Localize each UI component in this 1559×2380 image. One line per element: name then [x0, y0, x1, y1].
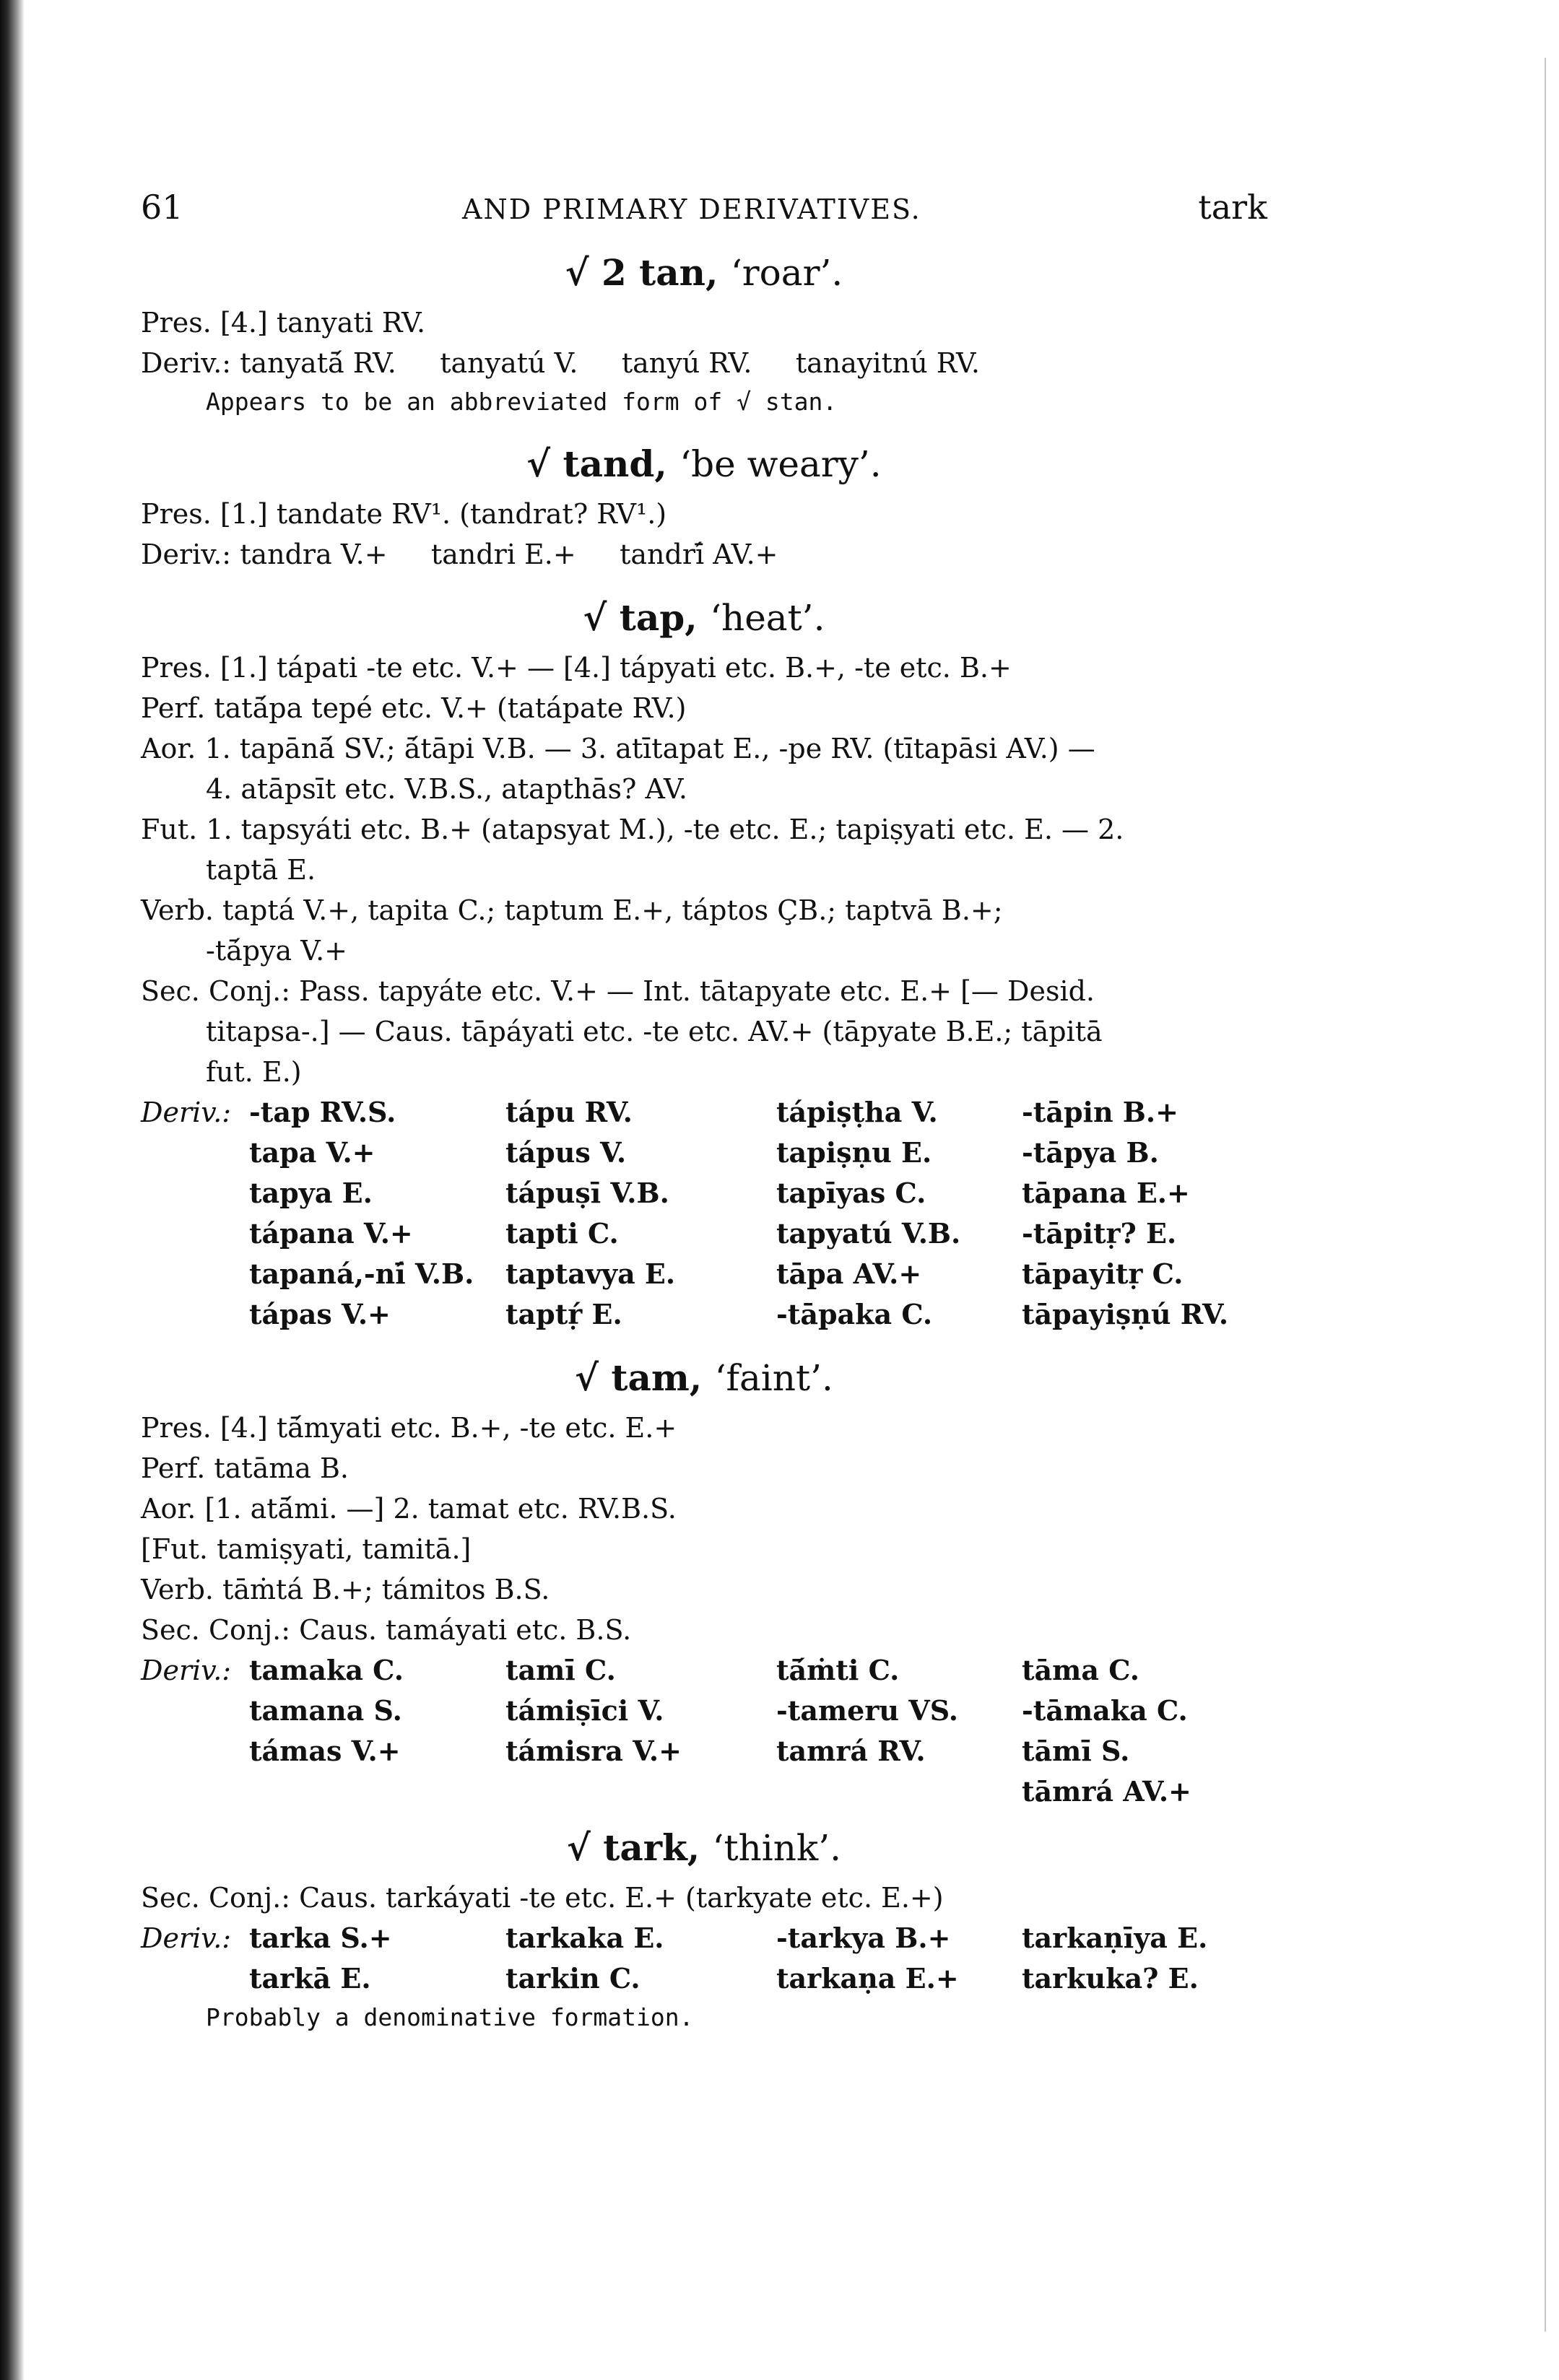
- root-word: √ 2 tan,: [565, 251, 718, 294]
- entry-line: Aor. 1. tapānā́ SV.; ā́tāpi V.B. — 3. atītapat E., -pe RV. (tītapāsi AV.) —: [141, 733, 1095, 764]
- entry-line: Deriv.: tandra V.+ tandri E.+ tandrī́ AV.+: [141, 539, 778, 570]
- entry-line: [Fut. tamiṣyati, tamitā.]: [141, 1533, 472, 1565]
- entry-line: Perf. tatā́pa tepé etc. V.+ (tatápate RV.): [141, 692, 687, 724]
- deriv-cell: tarka S.+: [249, 1922, 392, 1954]
- deriv-cell: tāpayitṛ C.: [1022, 1257, 1184, 1290]
- root-gloss: ‘roar’.: [730, 252, 843, 294]
- deriv-cell: tarkaka E.: [505, 1922, 664, 1954]
- deriv-cell: tarkin C.: [505, 1962, 640, 1995]
- entry-line: Verb. tāṁtá B.+; támitos B.S.: [141, 1574, 550, 1605]
- page: [141, 173, 1267, 2036]
- deriv-cell: taptṛ́ E.: [505, 1298, 622, 1330]
- deriv-cell: tāpayiṣṇú RV.: [1022, 1298, 1229, 1330]
- deriv-cell: -tāmaka C.: [1022, 1694, 1188, 1727]
- deriv-cell: tamī C.: [505, 1654, 616, 1686]
- entry-tand: [141, 443, 1267, 575]
- deriv-table: [141, 1650, 1267, 1812]
- entry-note: Appears to be an abbreviated form of √ stan.: [206, 388, 838, 416]
- entry-line: Pres. [4.] tā́myati etc. B.+, -te etc. E.+: [141, 1412, 677, 1444]
- root-gloss: ‘think’.: [712, 1827, 842, 1869]
- root-heading: [141, 443, 1267, 485]
- entry-line: Aor. [1. atā́mi. —] 2. tamat etc. RV.B.S.: [141, 1493, 677, 1525]
- deriv-cell: támisra V.+: [505, 1735, 682, 1767]
- entry-tap: [141, 596, 1267, 1335]
- entry-line: 4. atāpsīt etc. V.B.S., atapthās? AV.: [206, 773, 687, 805]
- running-header: [141, 173, 1267, 238]
- deriv-cell: támiṣīci V.: [505, 1694, 664, 1727]
- deriv-label: Deriv.:: [141, 1097, 232, 1128]
- deriv-cell: tarkaṇīya E.: [1022, 1922, 1208, 1954]
- entry-line: Sec. Conj.: Caus. tamáyati etc. B.S.: [141, 1614, 632, 1646]
- deriv-cell: tāpa AV.+: [776, 1257, 922, 1290]
- running-title: AND PRIMARY DERIVATIVES.: [462, 193, 921, 225]
- deriv-cell: -tāpaka C.: [776, 1298, 933, 1330]
- deriv-cell: tapti C.: [505, 1217, 619, 1250]
- deriv-cell: -tap RV.S.: [249, 1096, 396, 1128]
- deriv-cell: tápiṣṭha V.: [776, 1096, 938, 1128]
- entry-line: Sec. Conj.: Pass. tapyáte etc. V.+ — Int. tātapyate etc. E.+ [— Desid.: [141, 975, 1095, 1007]
- root-word: √ tark,: [566, 1826, 700, 1869]
- deriv-table: [141, 1918, 1267, 1999]
- deriv-cell: tápana V.+: [249, 1217, 413, 1250]
- entry-tam: [141, 1356, 1267, 1812]
- entry-line: Sec. Conj.: Caus. tarkáyati -te etc. E.+ (tarkyate etc. E.+): [141, 1882, 944, 1914]
- deriv-cell: -tāpitṛ? E.: [1022, 1217, 1177, 1250]
- entry-line: fut. E.): [206, 1056, 302, 1088]
- deriv-cell: -tāpin B.+: [1022, 1096, 1178, 1128]
- deriv-cell: tamaka C.: [249, 1654, 404, 1686]
- catchword: tark: [1198, 188, 1267, 227]
- root-word: √ tam,: [575, 1356, 703, 1399]
- deriv-cell: tapiṣṇu E.: [776, 1136, 932, 1169]
- deriv-cell: -tameru VS.: [776, 1694, 959, 1727]
- root-heading: [141, 1356, 1267, 1399]
- page-number: 61: [141, 188, 183, 227]
- scan-shadow: [0, 0, 25, 2380]
- entry-line: Fut. 1. tapsyáti etc. B.+ (atapsyat M.), -te etc. E.; tapiṣyati etc. E. — 2.: [141, 814, 1124, 845]
- deriv-cell: tarkaṇa E.+: [776, 1962, 959, 1995]
- entry-tark: [141, 1826, 1267, 2036]
- deriv-cell: tápas V.+: [249, 1298, 391, 1330]
- deriv-cell: -tarkya B.+: [776, 1922, 951, 1954]
- deriv-cell: tapa V.+: [249, 1136, 375, 1169]
- deriv-cell: tápus V.: [505, 1136, 627, 1169]
- deriv-cell: tāmrá AV.+: [1022, 1775, 1191, 1808]
- root-gloss: ‘heat’.: [710, 597, 825, 639]
- deriv-cell: tāmī S.: [1022, 1735, 1130, 1767]
- deriv-cell: tapaná,-nī́ V.B.: [249, 1257, 474, 1290]
- deriv-table: [141, 1092, 1267, 1335]
- entry-line: -tā́pya V.+: [206, 935, 348, 967]
- deriv-cell: tā́ṁti C.: [776, 1654, 900, 1686]
- deriv-cell: tamana S.: [249, 1694, 402, 1727]
- root-word: √ tap,: [583, 596, 698, 639]
- deriv-label: Deriv.:: [141, 1655, 232, 1686]
- deriv-cell: tapīyas C.: [776, 1177, 926, 1209]
- entry-line: taptā E.: [206, 854, 316, 886]
- entry-line: Verb. taptá V.+, tapita C.; taptum E.+, táptos ÇB.; taptvā B.+;: [141, 894, 1003, 926]
- deriv-cell: támas V.+: [249, 1735, 401, 1767]
- entry-line: Pres. [1.] tápati -te etc. V.+ — [4.] tápyati etc. B.+, -te etc. B.+: [141, 652, 1012, 684]
- root-gloss: ‘faint’.: [714, 1357, 833, 1399]
- entry-line: titapsa-.] — Caus. tāpáyati etc. -te etc. AV.+ (tāpyate B.E.; tāpitā: [206, 1016, 1103, 1047]
- entry-line: Deriv.: tanyatā́ RV. tanyatú V. tanyú RV. tanayitnú RV.: [141, 347, 980, 379]
- deriv-cell: tarkuka? E.: [1022, 1962, 1199, 1995]
- deriv-cell: tarkā E.: [249, 1962, 371, 1995]
- entry-note: Probably a denominative formation.: [206, 2003, 694, 2031]
- root-heading: [141, 1826, 1267, 1869]
- entry-line: Pres. [4.] tanyati RV.: [141, 307, 426, 339]
- entry-line: Pres. [1.] tandate RV¹. (tandrat? RV¹.): [141, 498, 667, 530]
- root-gloss: ‘be weary’.: [679, 443, 882, 485]
- entry-line: Perf. tatāma B.: [141, 1452, 349, 1484]
- deriv-label: Deriv.:: [141, 1922, 232, 1954]
- deriv-cell: tapya E.: [249, 1177, 373, 1209]
- root-heading: [141, 596, 1267, 639]
- root-word: √ tand,: [526, 443, 667, 485]
- deriv-cell: taptavya E.: [505, 1257, 676, 1290]
- deriv-cell: tāma C.: [1022, 1654, 1140, 1686]
- deriv-cell: tamrá RV.: [776, 1735, 926, 1767]
- entry-tan: [141, 251, 1267, 421]
- deriv-cell: tápu RV.: [505, 1096, 633, 1128]
- deriv-cell: -tāpya B.: [1022, 1136, 1159, 1169]
- root-heading: [141, 251, 1267, 294]
- scan-rule: [1545, 58, 1546, 2332]
- deriv-cell: tapyatú V.B.: [776, 1217, 961, 1250]
- deriv-cell: tāpana E.+: [1022, 1177, 1190, 1209]
- deriv-cell: tápuṣī V.B.: [505, 1177, 669, 1209]
